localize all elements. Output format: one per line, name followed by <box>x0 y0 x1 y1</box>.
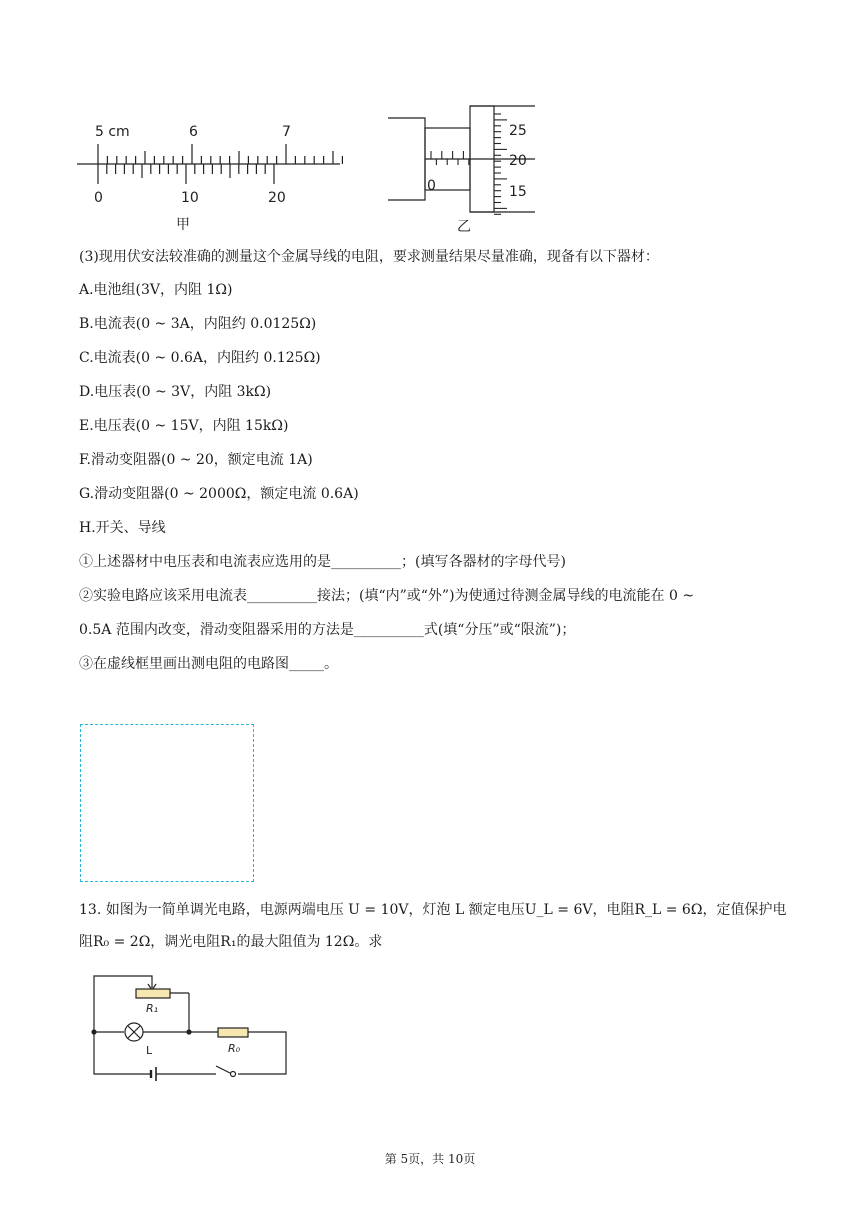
sleeve-label-0: 0 <box>427 178 436 194</box>
r1-label: R₁ <box>146 1002 159 1015</box>
figure-caption-jia: 甲 <box>176 217 190 233</box>
part3-intro: (3)现用伏安法较准确的测量这个金属导线的电阻，要求测量结果尽量准确，现备有以下器材： <box>79 249 659 265</box>
main-scale-label-6: 6 <box>189 124 198 140</box>
subquestion-2-line2: 0.5A 范围内改变，滑动变阻器采用的方法是__________式(填“分压”或“限流”)； <box>79 622 576 638</box>
equipment-d: D.电压表(0 ~ 3V，内阻 3kΩ) <box>79 384 272 400</box>
vernier-label-20: 20 <box>268 190 286 206</box>
r0-resistor <box>218 1028 248 1037</box>
question13-line2: 阻R₀ = 2Ω，调光电阻R₁的最大阻值为 12Ω。求 <box>79 934 383 950</box>
thimble-label-25: 25 <box>509 123 527 139</box>
micrometer-figure <box>385 100 545 218</box>
subquestion-3: ③在虚线框里画出测电阻的电路图_____。 <box>79 656 338 672</box>
equipment-b: B.电流表(0 ~ 3A，内阻约 0.0125Ω) <box>79 316 317 332</box>
circuit-drawing-box[interactable] <box>80 724 254 882</box>
lamp-label: L <box>146 1044 153 1057</box>
equipment-c: C.电流表(0 ~ 0.6A，内阻约 0.125Ω) <box>79 350 321 366</box>
question13-line1: 13. 如图为一简单调光电路，电源两端电压 U = 10V，灯泡 L 额定电压U_L = 6V，电阻R_L = 6Ω，定值保护电 <box>79 902 787 918</box>
r0-label: R₀ <box>228 1042 241 1055</box>
main-scale-label-7: 7 <box>282 124 291 140</box>
dimmer-circuit-diagram <box>88 972 298 1084</box>
figure-caption-yi: 乙 <box>457 219 471 235</box>
vernier-label-0: 0 <box>94 190 103 206</box>
page-footer: 第 5页，共 10页 <box>384 1152 476 1166</box>
equipment-h: H.开关、导线 <box>79 520 166 536</box>
r1-resistor <box>136 989 170 998</box>
thimble-label-15: 15 <box>509 184 527 200</box>
vernier-caliper-figure <box>75 118 350 210</box>
main-scale-label-5cm: 5 cm <box>95 124 130 140</box>
equipment-g: G.滑动变阻器(0 ~ 2000Ω，额定电流 0.6A) <box>79 486 359 502</box>
equipment-e: E.电压表(0 ~ 15V，内阻 15kΩ) <box>79 418 289 434</box>
equipment-a: A.电池组(3V，内阻 1Ω) <box>79 282 233 298</box>
subquestion-1: ①上述器材中电压表和电流表应选用的是__________；(填写各器材的字母代号) <box>79 554 566 570</box>
equipment-f: F.滑动变阻器(0 ~ 20，额定电流 1A) <box>79 452 313 468</box>
subquestion-2-line1: ②实验电路应该采用电流表__________接法；(填“内”或“外”)为使通过待测金属导线的电流能在 0 ~ <box>79 588 695 604</box>
vernier-label-10: 10 <box>181 190 199 206</box>
thimble-label-20: 20 <box>509 153 527 169</box>
